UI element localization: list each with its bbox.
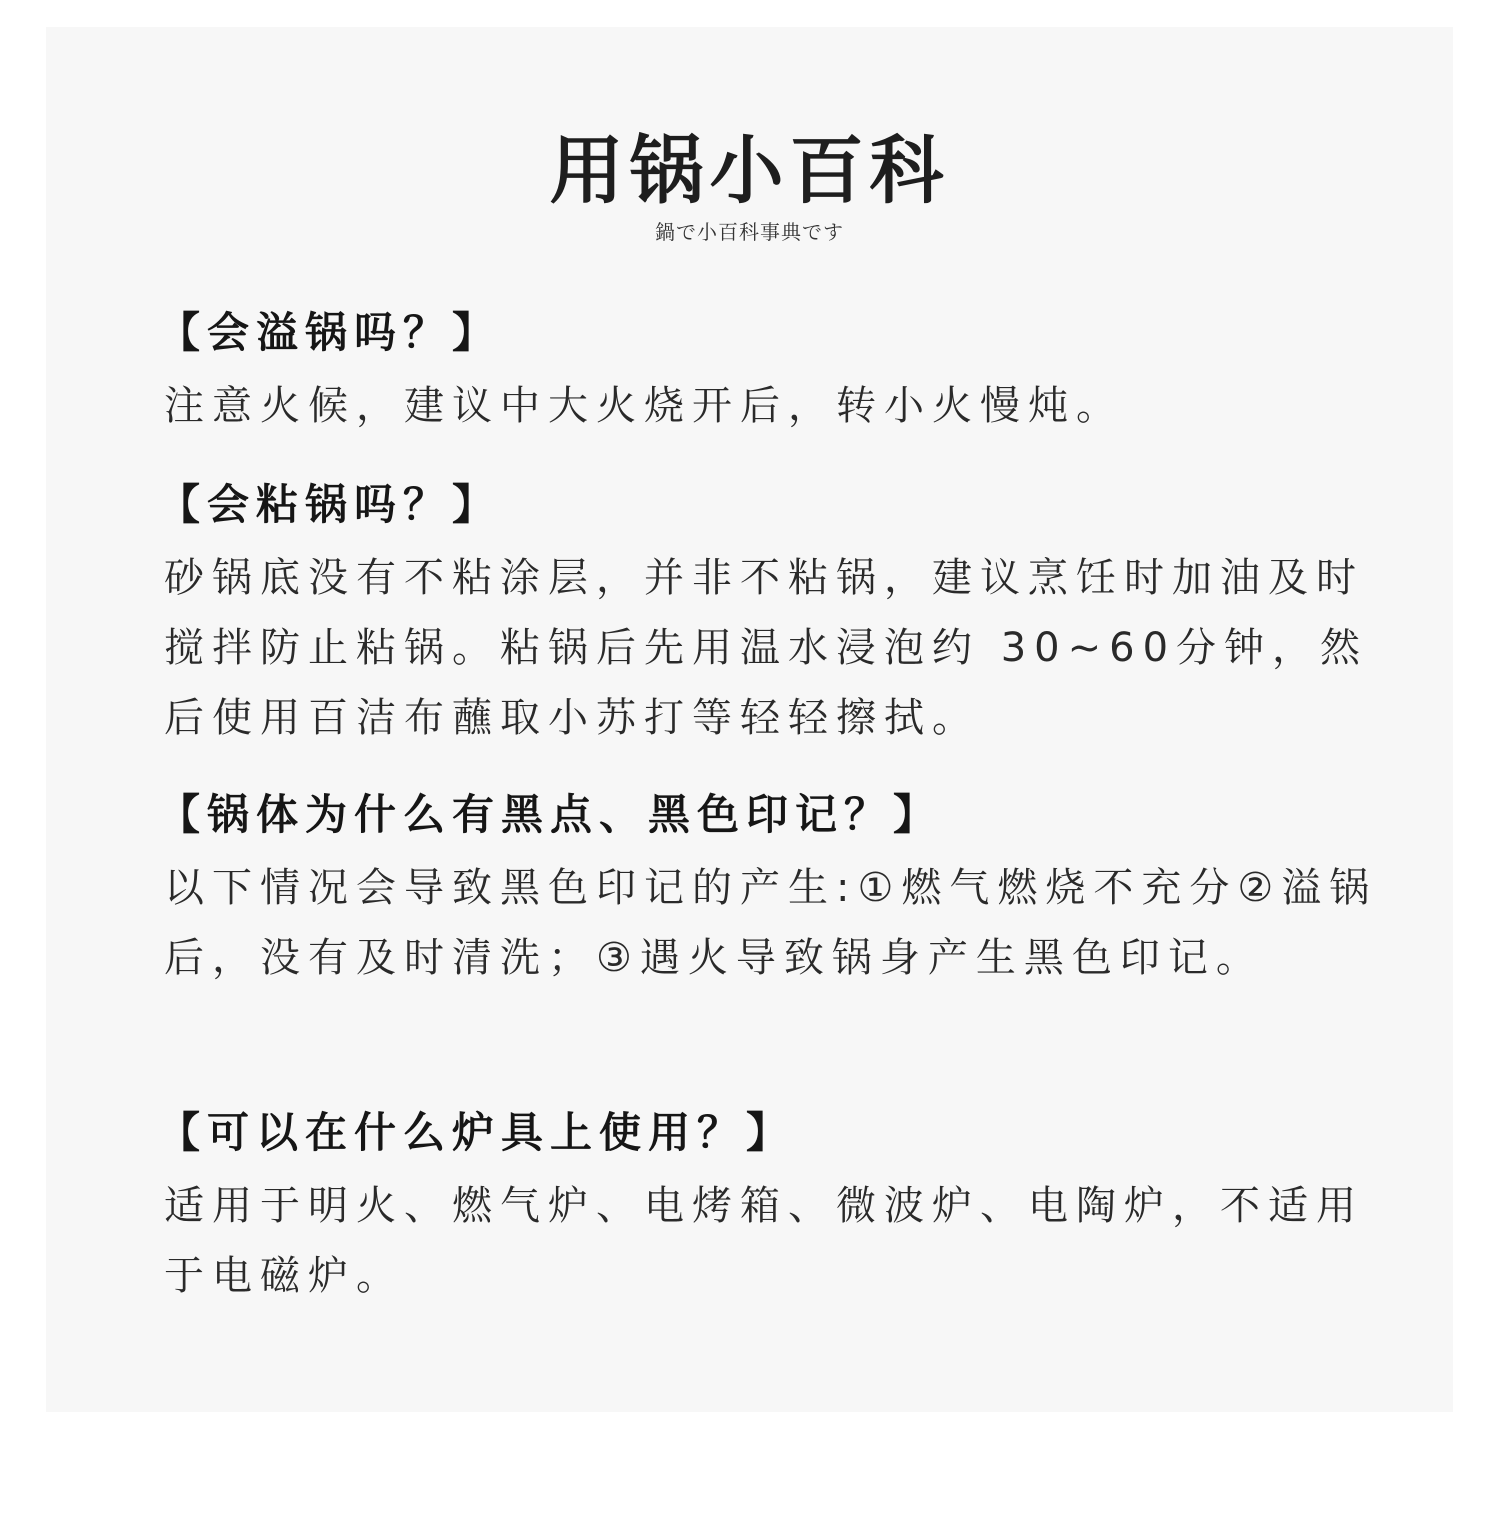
content-panel — [46, 27, 1453, 1412]
faq-item-overflow — [158, 303, 1398, 441]
faq-answer: 砂锅底没有不粘涂层，并非不粘锅，建议烹饪时加油及时搅拌防止粘锅。粘锅后先用温水浸泡约 30~60分钟，然后使用百洁布蘸取小苏打等轻轻擦拭。 — [164, 555, 1369, 741]
faq-question: 【会粘锅吗？】 — [158, 480, 502, 529]
faq-item-black-marks — [158, 785, 1398, 993]
faq-question: 【锅体为什么有黑点、黑色印记？】 — [158, 790, 943, 839]
faq-question: 【会溢锅吗？】 — [158, 308, 502, 357]
faq-answer: 以下情况会导致黑色印记的产生:①燃气燃烧不充分②溢锅后，没有及时清洗；③遇火导致锅身产生黑色印记。 — [164, 865, 1378, 981]
page-subtitle: 鍋で小百科事典です — [655, 220, 844, 244]
faq-item-sticking — [158, 475, 1398, 753]
faq-answer: 注意火候，建议中大火烧开后，转小火慢炖。 — [164, 383, 1124, 429]
faq-item-stoves — [158, 1103, 1398, 1311]
page-header — [46, 125, 1453, 245]
page-title: 用锅小百科 — [549, 128, 950, 214]
faq-question: 【可以在什么炉具上使用？】 — [158, 1108, 796, 1157]
faq-answer: 适用于明火、燃气炉、电烤箱、微波炉、电陶炉，不适用于电磁炉。 — [164, 1183, 1364, 1299]
